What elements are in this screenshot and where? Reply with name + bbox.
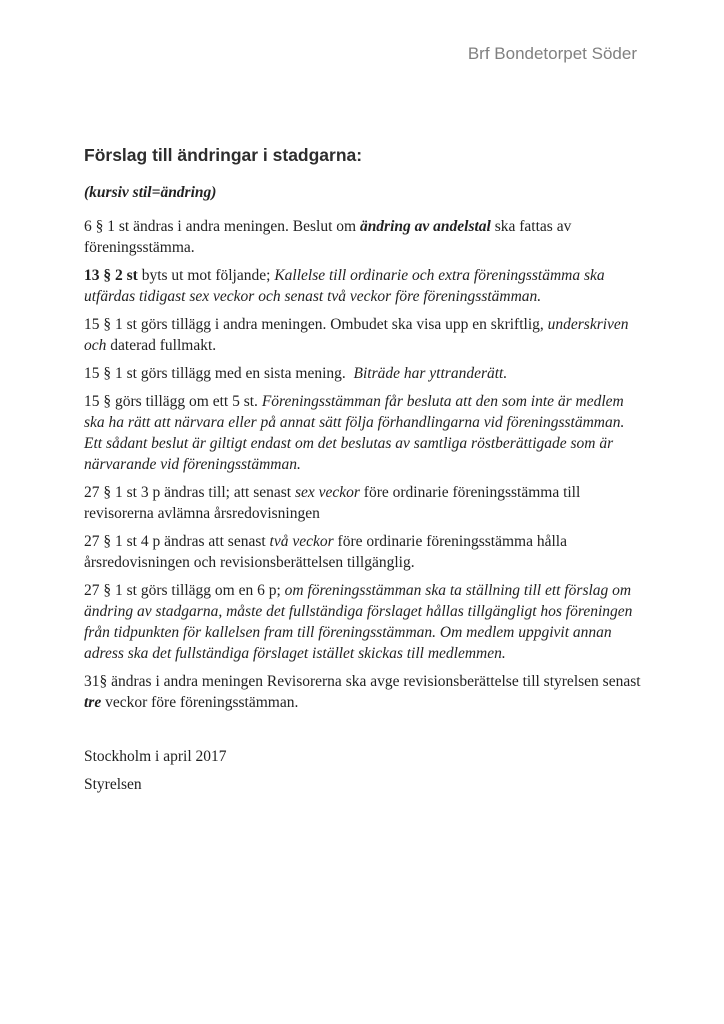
text-segment: 27 § 1 st 3 p ändras till; att senast xyxy=(84,484,295,501)
paragraph xyxy=(84,482,644,524)
paragraphs xyxy=(84,216,644,713)
page-title: Förslag till ändringar i stadgarna: xyxy=(84,145,363,165)
paragraph xyxy=(84,363,644,384)
text-segment: 27 § 1 st 4 p ändras att senast xyxy=(84,533,270,550)
closing-signature: Styrelsen xyxy=(84,776,142,793)
text-segment: veckor före föreningsstämman. xyxy=(101,694,299,711)
text-segment: ska fattas av föreningsstämma. xyxy=(84,218,576,256)
text-segment: ändring av andelstal xyxy=(359,218,491,235)
document-subtitle: (kursiv stil=ändring) xyxy=(84,184,217,201)
text-segment: 15 § görs tillägg om ett 5 st. xyxy=(84,393,262,410)
text-segment: 6 § 1 st ändras i andra meningen. Beslut om xyxy=(84,218,360,235)
text-segment: före ordinarie föreningsstämma hålla årsredovisningen och revisionsberättelsen tillgänglig. xyxy=(84,533,571,571)
paragraph xyxy=(84,580,644,664)
text-segment: underskriven och xyxy=(84,316,633,354)
text-segment: Biträde har yttranderätt. xyxy=(353,365,508,382)
paragraph xyxy=(84,314,644,356)
paragraph xyxy=(84,265,644,307)
text-segment: daterad fullmakt. xyxy=(106,337,217,354)
document-content xyxy=(84,144,644,802)
text-segment: om föreningsstämman ska ta ställning till ett förslag om ändring av stadgarna, måste det fullständiga förslaget hållas tillgängligt hos föreningen från tidpunkten för kallelsen fram till föreningsstämman. Om medlem uppgivit annan adress ska det fullständiga förslaget istället skickas till medlemmen. xyxy=(84,582,637,662)
text-segment: före ordinarie föreningsstämma till revisorerna avlämna årsredovisningen xyxy=(84,484,585,522)
text-segment: 15 § 1 st görs tillägg med en sista mening. xyxy=(84,365,354,382)
text-segment: byts ut mot följande; xyxy=(137,267,275,284)
text-segment: tre xyxy=(84,694,102,711)
paragraph xyxy=(84,671,644,713)
text-segment: Föreningsstämman får besluta att den som inte är medlem ska ha rätt att närvara eller på annat sätt följa förhandlingarna vid föreningsstämman. Ett sådant beslut är giltigt endast om det beslutas av samtliga röstberättigade som är närvarande vid föreningsstämman. xyxy=(84,393,629,473)
text-segment: sex veckor xyxy=(294,484,360,501)
text-segment: 13 § 2 st xyxy=(84,267,138,284)
text-segment: Kallelse till ordinarie och extra föreningsstämma ska utfärdas tidigast sex veckor och senast två veckor före föreningsstämman. xyxy=(84,267,609,305)
paragraph xyxy=(84,531,644,573)
paragraph xyxy=(84,216,644,258)
text-segment: två veckor xyxy=(269,533,334,550)
text-segment: 27 § 1 st görs tillägg om en 6 p; xyxy=(84,582,285,599)
text-segment: 15 § 1 st görs tillägg i andra meningen. Ombudet ska visa upp en skriftlig, xyxy=(84,316,548,333)
closing-block xyxy=(84,746,644,795)
document-header: Brf Bondetorpet Söder xyxy=(467,44,637,63)
closing-date: Stockholm i april 2017 xyxy=(84,748,227,765)
paragraph xyxy=(84,391,644,475)
text-segment: 31§ ändras i andra meningen Revisorerna ska avge revisionsberättelse till styrelsen senast xyxy=(84,673,645,690)
